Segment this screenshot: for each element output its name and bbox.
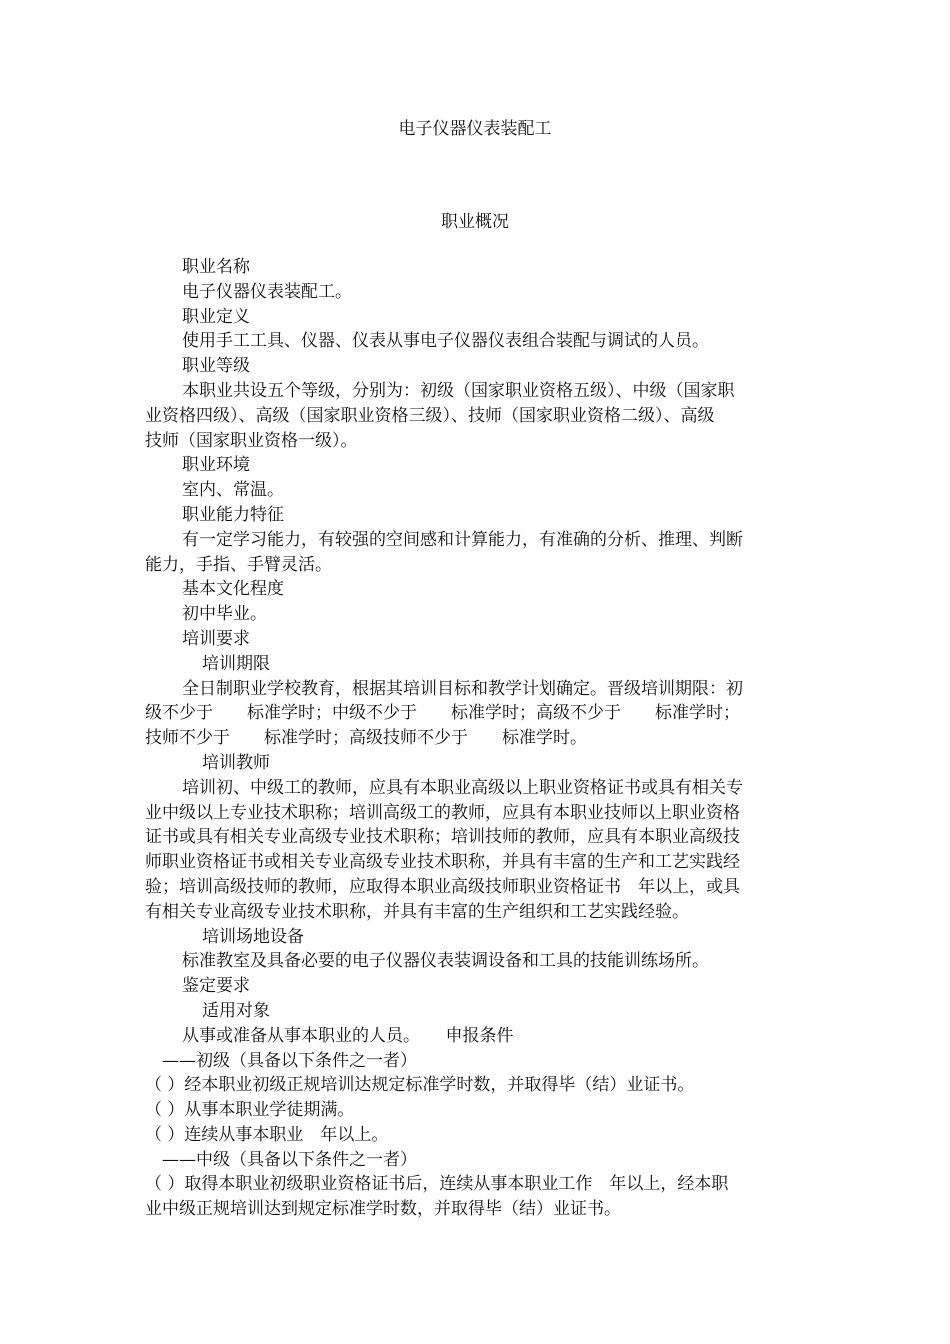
paragraph-line: 标准教室及具备必要的电子仪器仪表装调设备和工具的技能训练场所。	[182, 951, 709, 972]
paragraph-line: 业资格四级）、高级（国家职业资格三级）、技师（国家职业资格二级）、高级	[145, 405, 715, 426]
list-item: （ ）取得本职业初级职业资格证书后，连续从事本职业工作 年以上，经本职	[145, 1174, 729, 1195]
paragraph-line: 技师不少于 标准学时；高级技师不少于 标准学时。	[145, 728, 587, 749]
paragraph-line: 使用手工工具、仪器、仪表从事电子仪器仪表组合装配与调试的人员。	[182, 331, 709, 352]
paragraph-line: 技师（国家职业资格一级）。	[145, 430, 358, 451]
level-heading-junior: ——初级（具备以下条件之一者）	[162, 1050, 417, 1071]
paragraph-line: 培训初、中级工的教师，应具有本职业高级以上职业资格证书或具有相关专	[182, 777, 743, 798]
section-title: 职业概况	[441, 212, 509, 232]
paragraph-line: 业中级正规培训达到规定标准学时数，并取得毕（结）业证书。	[145, 1199, 621, 1220]
heading-education-level: 基本文化程度	[182, 579, 284, 600]
heading-ability-traits: 职业能力特征	[182, 504, 284, 525]
paragraph-line: 级不少于 标准学时；中级不少于 标准学时；高级不少于 标准学时；	[145, 703, 740, 724]
level-heading-intermediate: ——中级（具备以下条件之一者）	[162, 1149, 417, 1170]
paragraph-line: 证书或具有相关专业高级专业技术职称；培训技师的教师，应具有本职业高级技	[145, 827, 740, 848]
subheading-training-period: 培训期限	[202, 653, 270, 674]
paragraph-line: 师职业资格证书或相关专业高级专业技术职称，并具有丰富的生产和工艺实践经	[145, 852, 740, 873]
document-title: 电子仪器仪表装配工	[398, 119, 552, 139]
heading-training-requirements: 培训要求	[182, 628, 250, 649]
paragraph-line: 全日制职业学校教育，根据其培训目标和教学计划确定。晋级培训期限：初	[182, 678, 743, 699]
document-body	[145, 255, 815, 1222]
heading-assessment-requirements: 鉴定要求	[182, 976, 250, 997]
paragraph-line: 有一定学习能力，有较强的空间感和计算能力，有准确的分析、推理、判断	[182, 529, 743, 550]
subheading-training-facilities: 培训场地设备	[202, 926, 304, 947]
list-item: （ ）连续从事本职业 年以上。	[145, 1124, 389, 1145]
paragraph-line: 本职业共设五个等级，分别为：初级（国家职业资格五级）、中级（国家职	[182, 380, 735, 401]
subheading-trainers: 培训教师	[202, 752, 270, 773]
subheading-applicable-persons: 适用对象	[202, 1000, 270, 1021]
heading-occupation-name: 职业名称	[182, 257, 250, 277]
heading-occupation-levels: 职业等级	[182, 356, 250, 377]
paragraph-line: 有相关专业高级专业技术职称，并具有丰富的生产组织和工艺实践经验。	[145, 901, 689, 922]
paragraph-line: 业中级以上专业技术职称；培训高级工的教师，应具有本职业技师以上职业资格	[145, 802, 740, 823]
heading-occupation-environment: 职业环境	[182, 455, 250, 476]
paragraph-line: 从事或准备从事本职业的人员。 申报条件	[182, 1025, 514, 1046]
paragraph-line: 电子仪器仪表装配工。	[182, 281, 352, 302]
paragraph-line: 室内、常温。	[182, 480, 284, 501]
paragraph-line: 能力，手指、手臂灵活。	[145, 554, 332, 575]
list-item: （ ）经本职业初级正规培训达规定标准学时数，并取得毕（结）业证书。	[145, 1075, 695, 1096]
list-item: （ ）从事本职业学徒期满。	[145, 1100, 355, 1121]
heading-occupation-definition: 职业定义	[182, 306, 250, 327]
paragraph-line: 验；培训高级技师的教师，应取得本职业高级技师职业资格证书 年以上，或具	[145, 876, 740, 897]
paragraph-line: 初中毕业。	[182, 604, 267, 625]
